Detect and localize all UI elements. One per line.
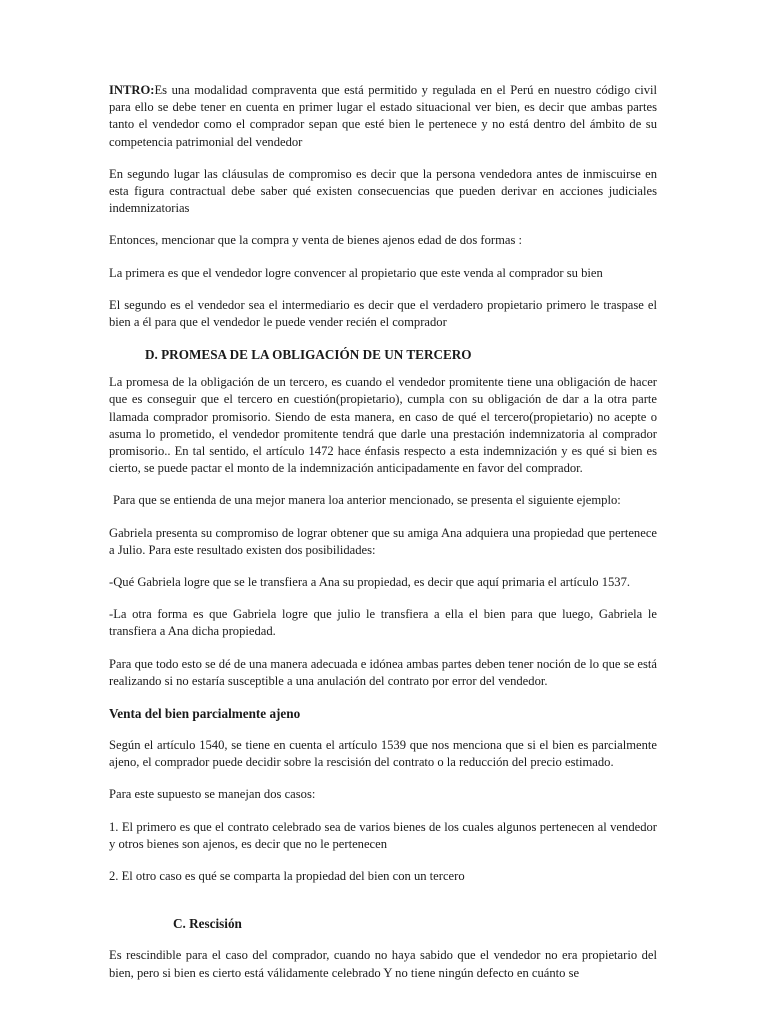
section-heading-venta: Venta del bien parcialmente ajeno: [109, 706, 301, 722]
paragraph-para-que: Para que se entienda de una mejor manera loa anterior mencionado, se presenta el siguiente ejemplo:: [113, 493, 621, 508]
paragraph-caso-2: 2. El otro caso es qué se comparta la propiedad del bien con un tercero: [109, 869, 465, 884]
section-heading-d: D. PROMESA DE LA OBLIGACIÓN DE UN TERCERO: [145, 347, 472, 363]
paragraph-segun: Según el artículo 1540, se tiene en cuenta el artículo 1539 que nos menciona que si el bien es parcialmente ajeno, el comprador puede decidir sobre la rescisión del contrato o la reducción del precio estimado.: [109, 738, 657, 770]
intro-paragraph: [109, 82, 657, 151]
paragraph-promesa: La promesa de la obligación de un tercero, es cuando el vendedor promitente tiene una obligación de hacer que es conseguir que el tercero en cuestión(propietario), cumpla con su obligación de dar a la otra parte llamada comprador promisorio. Siendo de esta manera, en caso de qué el tercero(propietario) no acepte o asuma lo prometido, el vendedor promitente tendrá que darle una prestación indemnizatoria al comprador promisorio.. En tal sentido, el artículo 1472 hace énfasis respecto a esta indemnización y es qué si bien es cierto, se puede pactar el monto de la indemnización anticipadamente en favor del comprador.: [109, 375, 657, 476]
document-page: [109, 82, 657, 997]
paragraph-entonces: Entonces, mencionar que la compra y venta de bienes ajenos edad de dos formas :: [109, 233, 522, 248]
intro-label: INTRO:: [109, 83, 155, 97]
paragraph-opcion-1: -Qué Gabriela logre que se le transfiera a Ana su propiedad, es decir que aquí primaria el artículo 1537.: [109, 575, 631, 590]
paragraph-caso-1: 1. El primero es que el contrato celebrado sea de varios bienes de los cuales algunos pertenecen al vendedor y otros bienes son ajenos, es decir que no le pertenecen: [109, 819, 657, 851]
paragraph-opcion-2: -La otra forma es que Gabriela logre que julio le transfiera a ella el bien para que luego, Gabriela le transfiera a Ana dicha propiedad.: [109, 607, 657, 639]
paragraph-gabriela: Gabriela presenta su compromiso de lograr obtener que su amiga Ana adquiera una propiedad que pertenece a Julio. Para este resultado existen dos posibilidades:: [109, 525, 657, 557]
paragraph-supuesto: Para este supuesto se manejan dos casos:: [109, 787, 316, 802]
section-heading-c: C. Rescisión: [173, 916, 242, 932]
paragraph-para-todo: Para que todo esto se dé de una manera adecuada e idónea ambas partes deben tener noción de lo que se está realizando si no estaría susceptible a una anulación del contrato por error del vendedor.: [109, 656, 657, 688]
paragraph-segundo-lugar: En segundo lugar las cláusulas de compromiso es decir que la persona vendedora antes de inmiscuirse en esta figura contractual debe saber qué existen consecuencias que pueden derivar en acciones judiciales indemnizatorias: [109, 166, 657, 216]
intro-text: Es una modalidad compraventa que está permitido y regulada en el Perú en nuestro código civil para ello se debe tener en cuenta en primer lugar el estado situacional ver bien, es decir que ambas partes tanto el vendedor como el comprador sepan que esté bien le pertenece y no está dentro del ámbito de su competencia patrimonial del vendedor: [109, 83, 657, 149]
paragraph-segunda-forma: El segundo es el vendedor sea el intermediario es decir que el verdadero propietario primero le traspase el bien a él para que el vendedor le puede vender recién el comprador: [109, 297, 657, 330]
paragraph-primera-forma: La primera es que el vendedor logre convencer al propietario que este venda al comprador su bien: [109, 265, 603, 280]
paragraph-rescindible: Es rescindible para el caso del comprador, cuando no haya sabido que el vendedor no era propietario del bien, pero si bien es cierto está válidamente celebrado Y no tiene ningún defecto en cuánto se: [109, 948, 657, 980]
